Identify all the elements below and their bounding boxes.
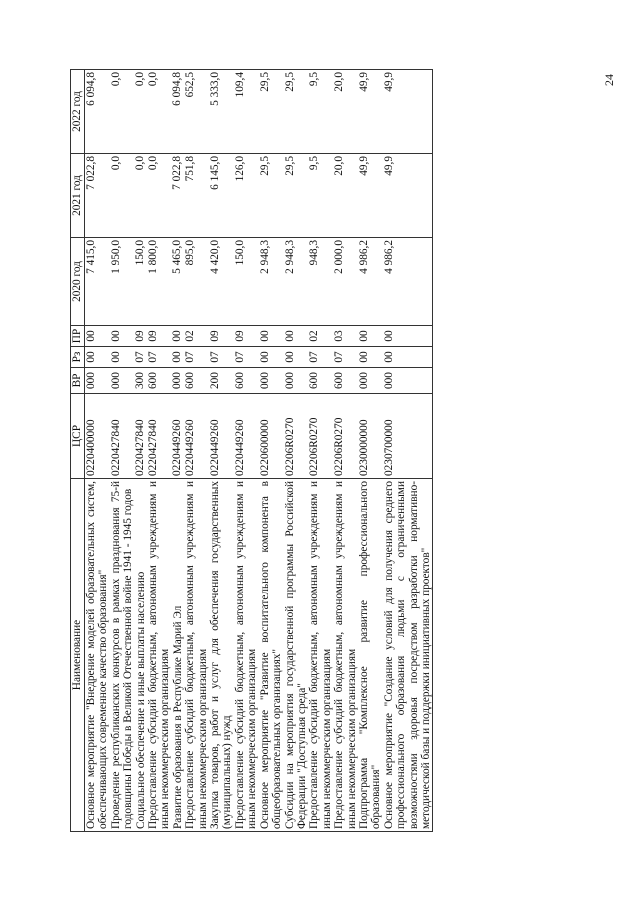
cell-2020-line: 150,0 — [134, 240, 147, 266]
cell-name — [110, 479, 135, 832]
cell-2022-line: 29,5 — [283, 72, 296, 92]
cell-2021 — [85, 154, 110, 238]
header-name: Наименование — [71, 479, 85, 832]
cell-rz — [333, 347, 358, 368]
table-row — [284, 70, 309, 832]
cell-csr-line: 0230000000 — [357, 419, 370, 476]
cell-2020 — [308, 238, 333, 326]
cell-csr — [308, 394, 333, 479]
cell-2021-line: 7 022,8 — [85, 156, 97, 190]
cell-csr — [383, 394, 433, 479]
cell-name — [284, 479, 309, 832]
cell-2021 — [284, 154, 309, 238]
cell-pr-line: 00 — [171, 330, 184, 342]
cell-2021 — [234, 154, 259, 238]
cell-2022-line: 6 094,8 — [85, 72, 97, 106]
cell-2022-line: 652,5 — [183, 72, 196, 98]
cell-2022-line: 20,0 — [333, 72, 346, 92]
cell-2020 — [259, 238, 284, 326]
cell-csr — [135, 394, 172, 479]
cell-name-line: Проведение республиканских конкурсов в рамках празднования 75-й годовщины Победы в Великой Отечественной войне 1941 - 1945 годов — [109, 481, 135, 829]
budget-table — [70, 69, 433, 832]
cell-pr — [234, 326, 259, 347]
cell-2021-line: 9,5 — [308, 156, 321, 171]
cell-2020 — [234, 238, 259, 326]
cell-2022 — [135, 70, 172, 154]
cell-2022-line: 49,9 — [382, 72, 395, 92]
cell-pr-line: 00 — [382, 330, 395, 342]
cell-vr-line: 200 — [209, 372, 222, 389]
cell-2022-line: 0,0 — [109, 72, 122, 87]
cell-pr — [358, 326, 383, 347]
cell-csr-line: 0220449260 — [209, 419, 222, 476]
table-row — [172, 70, 209, 832]
cell-2020-line: 7 415,0 — [85, 240, 97, 274]
header-rz: Рз — [71, 347, 85, 368]
table-row — [234, 70, 259, 832]
cell-name — [85, 479, 110, 832]
cell-2022 — [234, 70, 259, 154]
cell-2021 — [110, 154, 135, 238]
cell-2020 — [383, 238, 433, 326]
cell-2022 — [358, 70, 383, 154]
cell-vr-line: 300 — [134, 372, 147, 389]
cell-rz-line: 00 — [357, 351, 370, 363]
cell-pr — [110, 326, 135, 347]
cell-pr-line: 00 — [357, 330, 370, 342]
cell-2020-line: 4 420,0 — [209, 240, 222, 274]
page-number: 24 — [602, 74, 616, 86]
table-row — [110, 70, 135, 832]
table-row — [209, 70, 234, 832]
cell-vr-line: 000 — [258, 372, 271, 389]
cell-name-line: Предоставление субсидий бюджетным, автономным учреждениям и иным некоммерческим организациям — [147, 481, 172, 829]
cell-csr — [358, 394, 383, 479]
cell-csr — [284, 394, 309, 479]
cell-rz — [172, 347, 209, 368]
cell-2020 — [333, 238, 358, 326]
table-row — [308, 70, 333, 832]
cell-vr-line: 000 — [382, 372, 395, 389]
cell-2022-line: 0,0 — [146, 72, 159, 87]
table-header-row — [71, 70, 85, 832]
cell-csr-line: 0220449260 — [171, 419, 184, 476]
cell-2020-line: 2 000,0 — [333, 240, 346, 274]
header-csr: ЦСР — [71, 394, 85, 479]
cell-pr — [209, 326, 234, 347]
cell-rz-line: 00 — [283, 351, 296, 363]
cell-2021-line: 0,0 — [109, 156, 122, 171]
cell-pr — [259, 326, 284, 347]
cell-name — [172, 479, 209, 832]
cell-2020-line: 2 948,3 — [283, 240, 296, 274]
cell-rz — [284, 347, 309, 368]
cell-pr-line: 02 — [183, 330, 196, 342]
cell-2020-line: 1 800,0 — [146, 240, 159, 274]
cell-csr-line: 0220449260 — [183, 419, 196, 476]
cell-rz — [135, 347, 172, 368]
cell-2021 — [333, 154, 358, 238]
cell-2022-line: 5 333,0 — [209, 72, 222, 106]
cell-2020-line: 4 986,2 — [357, 240, 370, 274]
cell-name-line: Предоставление субсидий бюджетным, автономным учреждениям и иным некоммерческим организациям — [308, 481, 333, 829]
cell-rz-line: 00 — [171, 351, 184, 363]
cell-pr-line: 00 — [258, 330, 271, 342]
cell-2020-line: 4 986,2 — [382, 240, 395, 274]
cell-2022-line: 49,9 — [357, 72, 370, 92]
cell-2022 — [308, 70, 333, 154]
header-2022: 2022 год — [71, 70, 85, 154]
cell-name-line: Предоставление субсидий бюджетным, автономным учреждениям и иным некоммерческим организациям — [233, 481, 259, 829]
cell-csr — [234, 394, 259, 479]
cell-2022-line: 6 094,8 — [171, 72, 184, 106]
cell-rz — [234, 347, 259, 368]
cell-csr-line: 0220600000 — [258, 419, 271, 476]
cell-vr-line: 000 — [357, 372, 370, 389]
cell-pr-line: 09 — [146, 330, 159, 342]
cell-rz — [259, 347, 284, 368]
cell-csr — [85, 394, 110, 479]
cell-2021-line: 49,9 — [357, 156, 370, 176]
cell-name-line: Основное мероприятие "Внедрение моделей образовательных систем, обеспечивающих современное качество образования" — [85, 481, 110, 829]
cell-2021-line: 20,0 — [333, 156, 346, 176]
cell-name — [209, 479, 234, 832]
cell-vr — [284, 368, 309, 394]
cell-2021-line: 6 145,0 — [209, 156, 222, 190]
cell-name — [135, 479, 172, 832]
cell-csr-line: 0220427840 — [134, 419, 147, 476]
cell-csr — [259, 394, 284, 479]
cell-vr — [172, 368, 209, 394]
cell-2021 — [358, 154, 383, 238]
cell-2020 — [284, 238, 309, 326]
cell-vr-line: 600 — [146, 372, 159, 389]
cell-rz-line: 07 — [333, 351, 346, 363]
cell-pr — [383, 326, 433, 347]
cell-vr-line: 000 — [85, 372, 97, 389]
cell-rz-line: 00 — [258, 351, 271, 363]
cell-2020-line: 5 465,0 — [171, 240, 184, 274]
cell-vr-line: 600 — [308, 372, 321, 389]
cell-vr — [209, 368, 234, 394]
cell-2020-line: 2 948,3 — [258, 240, 271, 274]
cell-name-line: Субсидии на мероприятия государственной программы Российской Федерации "Доступная среда" — [283, 481, 308, 829]
cell-csr — [333, 394, 358, 479]
cell-name — [308, 479, 333, 832]
cell-2022 — [284, 70, 309, 154]
cell-2021-line: 0,0 — [134, 156, 147, 171]
cell-rz — [209, 347, 234, 368]
cell-rz-line: 07 — [233, 351, 246, 363]
cell-2021-line: 751,8 — [183, 156, 196, 182]
cell-2020-line: 150,0 — [233, 240, 246, 266]
cell-pr-line: 09 — [233, 330, 246, 342]
cell-csr-line: 0220400000 — [85, 419, 97, 476]
cell-2021 — [172, 154, 209, 238]
cell-2022 — [209, 70, 234, 154]
cell-pr — [333, 326, 358, 347]
cell-2021-line: 29,5 — [283, 156, 296, 176]
cell-name — [234, 479, 259, 832]
cell-pr — [135, 326, 172, 347]
cell-csr-line: 0220449260 — [233, 419, 246, 476]
cell-vr — [358, 368, 383, 394]
cell-2022-line: 0,0 — [134, 72, 147, 87]
cell-2022 — [383, 70, 433, 154]
cell-name-line: Предоставление субсидий бюджетным, автономным учреждениям и иным некоммерческим организациям — [333, 481, 358, 829]
cell-name-line: Предоставление субсидий бюджетным, автономным учреждениям и иным некоммерческим организациям — [184, 481, 209, 829]
table-row — [358, 70, 383, 832]
cell-2020-line: 948,3 — [308, 240, 321, 266]
cell-2021 — [383, 154, 433, 238]
cell-name-line: Социальное обеспечение и иные выплаты населению — [134, 571, 147, 829]
header-pr: ПР — [71, 326, 85, 347]
cell-vr-line: 600 — [333, 372, 346, 389]
cell-csr-line: 02206R0270 — [333, 417, 346, 476]
cell-csr-line: 0220427840 — [146, 419, 159, 476]
cell-csr — [209, 394, 234, 479]
cell-rz-line: 07 — [183, 351, 196, 363]
cell-name — [358, 479, 383, 832]
cell-2022 — [172, 70, 209, 154]
cell-2020 — [135, 238, 172, 326]
header-2021: 2021 год — [71, 154, 85, 238]
cell-2020 — [172, 238, 209, 326]
cell-2021 — [209, 154, 234, 238]
cell-2022-line: 109,4 — [233, 72, 246, 98]
cell-vr-line: 000 — [283, 372, 296, 389]
cell-name — [333, 479, 358, 832]
rotated-page-content — [70, 70, 612, 832]
cell-pr — [308, 326, 333, 347]
cell-rz — [383, 347, 433, 368]
cell-vr — [383, 368, 433, 394]
cell-rz-line: 00 — [109, 351, 122, 363]
cell-vr-line: 000 — [171, 372, 184, 389]
cell-2020 — [209, 238, 234, 326]
cell-name-line: Подпрограмма "Комплексное развитие профессионального образования" — [357, 481, 383, 829]
cell-2020-line: 1 950,0 — [109, 240, 122, 274]
cell-vr — [135, 368, 172, 394]
cell-vr-line: 600 — [183, 372, 196, 389]
cell-2022-line: 9,5 — [308, 72, 321, 87]
cell-rz-line: 07 — [209, 351, 222, 363]
cell-csr — [172, 394, 209, 479]
cell-rz — [85, 347, 110, 368]
cell-pr-line: 00 — [85, 330, 97, 342]
cell-pr-line: 09 — [209, 330, 222, 342]
table-row — [259, 70, 284, 832]
header-2020: 2020 год — [71, 238, 85, 326]
cell-2021-line: 49,9 — [382, 156, 395, 176]
cell-csr-line: 02206R0270 — [308, 417, 321, 476]
cell-2020 — [85, 238, 110, 326]
cell-pr — [284, 326, 309, 347]
cell-2020 — [110, 238, 135, 326]
cell-pr-line: 00 — [283, 330, 296, 342]
cell-name — [383, 479, 433, 832]
cell-rz-line: 07 — [134, 351, 147, 363]
cell-2022-line: 29,5 — [258, 72, 271, 92]
cell-pr-line: 09 — [134, 330, 147, 342]
header-vr: ВР — [71, 368, 85, 394]
cell-name-line: Основное мероприятие "Создание условий для получения среднего профессионального образования людьми с ограниченными возможностями здоровья посредством разработки нормативно-методической базы и поддержки инициативных проектов" — [382, 481, 432, 829]
cell-rz-line: 07 — [308, 351, 321, 363]
cell-name-line: Закупка товаров, работ и услуг для обеспечения государственных (муниципальных) нужд — [209, 481, 234, 829]
cell-2022 — [333, 70, 358, 154]
cell-vr-line: 000 — [109, 372, 122, 389]
table-row — [383, 70, 433, 832]
cell-pr-line: 00 — [109, 330, 122, 342]
cell-vr — [110, 368, 135, 394]
cell-pr — [172, 326, 209, 347]
cell-2021-line: 0,0 — [146, 156, 159, 171]
cell-csr — [110, 394, 135, 479]
cell-vr — [234, 368, 259, 394]
cell-pr — [85, 326, 110, 347]
cell-2020-line: 895,0 — [183, 240, 196, 266]
cell-2021-line: 126,0 — [233, 156, 246, 182]
table-row — [85, 70, 110, 832]
cell-rz-line: 00 — [382, 351, 395, 363]
cell-2021 — [259, 154, 284, 238]
cell-rz-line: 00 — [85, 351, 97, 363]
cell-csr-line: 0230700000 — [382, 419, 395, 476]
cell-2022 — [85, 70, 110, 154]
cell-csr-line: 0220427840 — [109, 419, 122, 476]
cell-rz-line: 07 — [146, 351, 159, 363]
cell-csr-line: 02206R0270 — [283, 417, 296, 476]
cell-2021-line: 29,5 — [258, 156, 271, 176]
cell-vr — [85, 368, 110, 394]
cell-rz — [308, 347, 333, 368]
cell-name-line: Основное мероприятие "Развитие воспитательного компонента в общеобразовательных организациях" — [258, 481, 284, 829]
cell-pr-line: 03 — [333, 330, 346, 342]
cell-vr — [259, 368, 284, 394]
cell-name-line: Развитие образования в Республике Марий Эл — [171, 605, 184, 829]
cell-pr-line: 02 — [308, 330, 321, 342]
cell-2021-line: 7 022,8 — [171, 156, 184, 190]
table-row — [333, 70, 358, 832]
table-row — [135, 70, 172, 832]
cell-2022 — [110, 70, 135, 154]
cell-2022 — [259, 70, 284, 154]
cell-vr — [333, 368, 358, 394]
cell-rz — [110, 347, 135, 368]
cell-name — [259, 479, 284, 832]
cell-2021 — [135, 154, 172, 238]
cell-2020 — [358, 238, 383, 326]
cell-vr-line: 600 — [233, 372, 246, 389]
cell-2021 — [308, 154, 333, 238]
cell-rz — [358, 347, 383, 368]
cell-vr — [308, 368, 333, 394]
